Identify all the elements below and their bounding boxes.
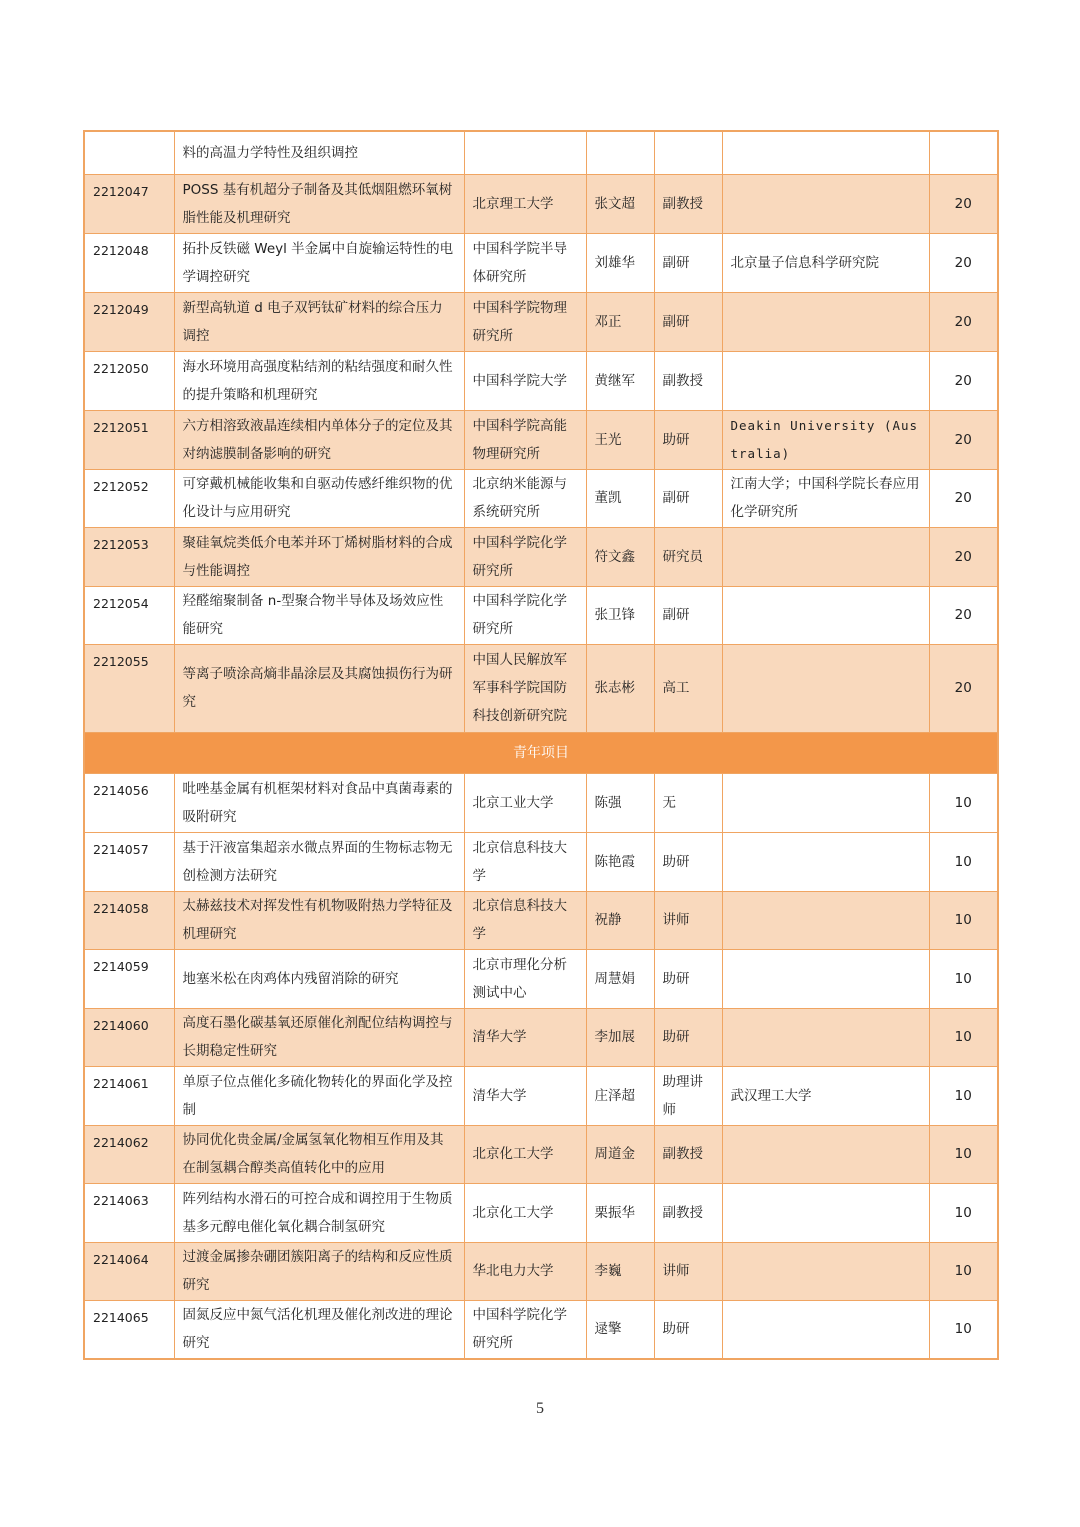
project-rank: 副教授 [654, 1183, 722, 1242]
project-fund: 20 [929, 233, 998, 292]
project-id: 2214058 [84, 891, 174, 949]
project-rank: 助研 [654, 1300, 722, 1359]
project-leader: 邓正 [586, 292, 654, 351]
project-rank: 讲师 [654, 1242, 722, 1300]
project-org: 北京信息科技大学 [464, 891, 586, 949]
project-fund: 10 [929, 1183, 998, 1242]
project-leader: 周慧娟 [586, 949, 654, 1008]
project-leader: 张文超 [586, 174, 654, 233]
project-leader: 李加展 [586, 1008, 654, 1066]
project-org: 北京市理化分析测试中心 [464, 949, 586, 1008]
project-partner: 武汉理工大学 [722, 1066, 929, 1125]
project-partner: 江南大学；中国科学院长春应用化学研究所 [722, 469, 929, 527]
project-id: 2212054 [84, 586, 174, 644]
project-rank: 副研 [654, 233, 722, 292]
project-fund: 20 [929, 527, 998, 586]
project-title: 六方相溶致液晶连续相内单体分子的定位及其对纳滤膜制备影响的研究 [174, 410, 464, 469]
project-fund: 20 [929, 410, 998, 469]
project-fund: 20 [929, 351, 998, 410]
project-id: 2214065 [84, 1300, 174, 1359]
table-row [84, 644, 998, 732]
project-title: 地塞米松在肉鸡体内残留消除的研究 [174, 949, 464, 1008]
project-title: 单原子位点催化多硫化物转化的界面化学及控制 [174, 1066, 464, 1125]
project-partner [722, 586, 929, 644]
project-id: 2214063 [84, 1183, 174, 1242]
table-row [84, 351, 998, 410]
table-row [84, 410, 998, 469]
project-title: 协同优化贵金属/金属氢氧化物相互作用及其在制氢耦合醇类高值转化中的应用 [174, 1125, 464, 1183]
project-org: 北京化工大学 [464, 1125, 586, 1183]
project-fund: 20 [929, 644, 998, 732]
project-id: 2214062 [84, 1125, 174, 1183]
project-id: 2212048 [84, 233, 174, 292]
section-header-row [84, 732, 998, 773]
section-title: 青年项目 [84, 732, 998, 773]
project-org: 清华大学 [464, 1008, 586, 1066]
project-title: 基于汗液富集超亲水微点界面的生物标志物无创检测方法研究 [174, 832, 464, 891]
project-id: 2214060 [84, 1008, 174, 1066]
project-fund: 10 [929, 949, 998, 1008]
project-leader: 祝静 [586, 891, 654, 949]
project-leader [586, 131, 654, 174]
project-fund: 10 [929, 891, 998, 949]
project-leader: 李巍 [586, 1242, 654, 1300]
project-title: 吡唑基金属有机框架材料对食品中真菌毒素的吸附研究 [174, 773, 464, 832]
project-fund: 10 [929, 773, 998, 832]
project-fund: 20 [929, 292, 998, 351]
project-rank: 副研 [654, 586, 722, 644]
project-id: 2214057 [84, 832, 174, 891]
project-partner [722, 644, 929, 732]
project-id: 2212052 [84, 469, 174, 527]
project-leader: 周道金 [586, 1125, 654, 1183]
project-title: 羟醛缩聚制备 n-型聚合物半导体及场效应性能研究 [174, 586, 464, 644]
project-id: 2212053 [84, 527, 174, 586]
project-id: 2212051 [84, 410, 174, 469]
project-rank: 助研 [654, 410, 722, 469]
project-fund: 20 [929, 586, 998, 644]
project-title: 阵列结构水滑石的可控合成和调控用于生物质基多元醇电催化氧化耦合制氢研究 [174, 1183, 464, 1242]
project-rank [654, 131, 722, 174]
project-partner [722, 949, 929, 1008]
project-partner [722, 1008, 929, 1066]
project-leader: 庄泽超 [586, 1066, 654, 1125]
project-leader: 张卫锋 [586, 586, 654, 644]
project-partner [722, 1300, 929, 1359]
project-org: 北京化工大学 [464, 1183, 586, 1242]
table-row [84, 586, 998, 644]
project-leader: 黄继军 [586, 351, 654, 410]
project-title: 料的高温力学特性及组织调控 [174, 131, 464, 174]
project-fund: 20 [929, 174, 998, 233]
project-leader: 逯擎 [586, 1300, 654, 1359]
project-fund: 10 [929, 1066, 998, 1125]
project-rank: 助理讲师 [654, 1066, 722, 1125]
project-partner [722, 292, 929, 351]
project-org: 华北电力大学 [464, 1242, 586, 1300]
project-org [464, 131, 586, 174]
project-rank: 副教授 [654, 351, 722, 410]
table-row [84, 1008, 998, 1066]
project-partner [722, 773, 929, 832]
project-leader: 董凯 [586, 469, 654, 527]
project-rank: 高工 [654, 644, 722, 732]
project-partner [722, 1242, 929, 1300]
project-rank: 研究员 [654, 527, 722, 586]
table-row [84, 949, 998, 1008]
project-leader: 栗振华 [586, 1183, 654, 1242]
project-partner: Deakin University (Australia) [722, 410, 929, 469]
project-rank: 副研 [654, 469, 722, 527]
project-leader: 张志彬 [586, 644, 654, 732]
project-fund [929, 131, 998, 174]
table-row [84, 1125, 998, 1183]
project-title: 等离子喷涂高熵非晶涂层及其腐蚀损伤行为研究 [174, 644, 464, 732]
project-table [83, 130, 999, 1360]
project-partner [722, 832, 929, 891]
project-partner [722, 174, 929, 233]
table-row [84, 1183, 998, 1242]
project-rank: 助研 [654, 1008, 722, 1066]
table-row [84, 1066, 998, 1125]
project-partner: 北京量子信息科学研究院 [722, 233, 929, 292]
project-org: 中国科学院化学研究所 [464, 586, 586, 644]
project-leader: 刘雄华 [586, 233, 654, 292]
project-title: 过渡金属掺杂硼团簇阳离子的结构和反应性质研究 [174, 1242, 464, 1300]
table-row [84, 469, 998, 527]
project-title: 高度石墨化碳基氧还原催化剂配位结构调控与长期稳定性研究 [174, 1008, 464, 1066]
project-fund: 10 [929, 1008, 998, 1066]
table-row [84, 527, 998, 586]
project-org: 清华大学 [464, 1066, 586, 1125]
project-partner [722, 891, 929, 949]
project-fund: 20 [929, 469, 998, 527]
project-partner [722, 1183, 929, 1242]
project-leader: 符文鑫 [586, 527, 654, 586]
table-row [84, 1300, 998, 1359]
project-org: 中国科学院高能物理研究所 [464, 410, 586, 469]
project-leader: 陈强 [586, 773, 654, 832]
project-rank: 讲师 [654, 891, 722, 949]
project-org: 中国科学院大学 [464, 351, 586, 410]
project-id: 2212055 [84, 644, 174, 732]
project-title: 可穿戴机械能收集和自驱动传感纤维织物的优化设计与应用研究 [174, 469, 464, 527]
project-org: 中国人民解放军军事科学院国防科技创新研究院 [464, 644, 586, 732]
table-row [84, 292, 998, 351]
project-rank: 副研 [654, 292, 722, 351]
project-partner [722, 1125, 929, 1183]
project-org: 北京理工大学 [464, 174, 586, 233]
project-org: 北京纳米能源与系统研究所 [464, 469, 586, 527]
table-row [84, 891, 998, 949]
project-partner [722, 351, 929, 410]
project-title: 新型高轨道 d 电子双钙钛矿材料的综合压力调控 [174, 292, 464, 351]
project-leader: 王光 [586, 410, 654, 469]
project-id: 2212050 [84, 351, 174, 410]
table-row [84, 233, 998, 292]
table-row [84, 1242, 998, 1300]
project-rank: 副教授 [654, 174, 722, 233]
project-title: 固氮反应中氮气活化机理及催化剂改进的理论研究 [174, 1300, 464, 1359]
project-id: 2214059 [84, 949, 174, 1008]
table-row [84, 174, 998, 233]
table-row [84, 773, 998, 832]
project-title: 拓扑反铁磁 Weyl 半金属中自旋输运特性的电学调控研究 [174, 233, 464, 292]
table-row [84, 131, 998, 174]
project-title: 聚硅氧烷类低介电苯并环丁烯树脂材料的合成与性能调控 [174, 527, 464, 586]
project-title: POSS 基有机超分子制备及其低烟阻燃环氧树脂性能及机理研究 [174, 174, 464, 233]
project-id: 2214064 [84, 1242, 174, 1300]
project-org: 北京信息科技大学 [464, 832, 586, 891]
project-rank: 助研 [654, 949, 722, 1008]
project-org: 中国科学院物理研究所 [464, 292, 586, 351]
project-rank: 副教授 [654, 1125, 722, 1183]
project-org: 中国科学院化学研究所 [464, 527, 586, 586]
project-title: 海水环境用高强度粘结剂的粘结强度和耐久性的提升策略和机理研究 [174, 351, 464, 410]
table-row [84, 832, 998, 891]
project-id: 2214061 [84, 1066, 174, 1125]
project-id: 2212047 [84, 174, 174, 233]
project-rank: 无 [654, 773, 722, 832]
project-partner [722, 527, 929, 586]
project-id: 2212049 [84, 292, 174, 351]
project-rank: 助研 [654, 832, 722, 891]
project-fund: 10 [929, 1300, 998, 1359]
project-partner [722, 131, 929, 174]
project-fund: 10 [929, 1242, 998, 1300]
project-fund: 10 [929, 832, 998, 891]
project-org: 中国科学院化学研究所 [464, 1300, 586, 1359]
page-number: 5 [536, 1400, 544, 1417]
project-id: 2214056 [84, 773, 174, 832]
project-org: 中国科学院半导体研究所 [464, 233, 586, 292]
project-org: 北京工业大学 [464, 773, 586, 832]
project-title: 太赫兹技术对挥发性有机物吸附热力学特征及机理研究 [174, 891, 464, 949]
project-fund: 10 [929, 1125, 998, 1183]
project-leader: 陈艳霞 [586, 832, 654, 891]
project-id [84, 131, 174, 174]
